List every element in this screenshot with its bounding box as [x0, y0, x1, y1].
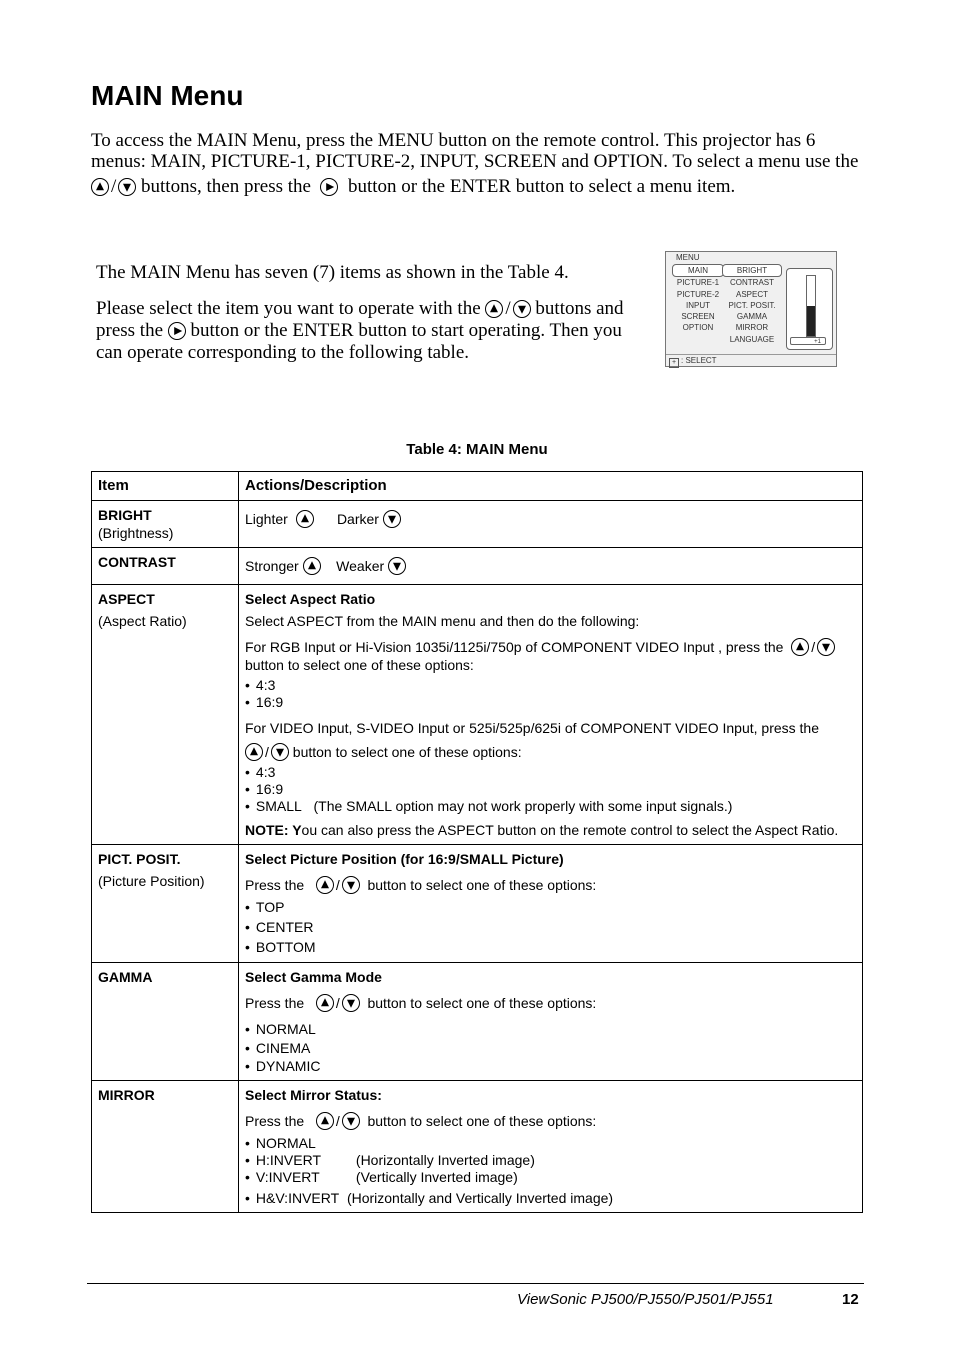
- osd-footer: [666, 354, 836, 366]
- intro-buttons-text: buttons, then press the: [141, 176, 311, 197]
- gamma-heading: Select Gamma Mode: [245, 969, 382, 985]
- list-item: [245, 1169, 856, 1186]
- osd-menu-item: MAIN: [672, 264, 724, 277]
- table-header-actions: Actions/Description: [239, 472, 863, 501]
- table-row: [92, 1081, 863, 1213]
- intro-paragraph: To access the MAIN Menu, press the MENU button on the remote control. This projector has 6 menus: MAIN, PICTURE-1, PICTURE-2, INPUT, SCREEN and OPTION. To select a menu use the / buttons, then press the button or the ENTER button to select a menu item.: [91, 130, 859, 197]
- up-arrow-icon: [316, 876, 334, 894]
- description-block: The MAIN Menu has seven (7) items as shown in the Table 4. Please select the item you want to operate with the / buttons and press the button or the ENTER button to start operating. Then you can operate corresponding to the following table.: [96, 262, 646, 378]
- osd-menu-item: PICTURE-2: [676, 289, 720, 299]
- aspect-video-text: For VIDEO Input, S-VIDEO Input or 525i/525p/625i of COMPONENT VIDEO Input, press the: [245, 720, 819, 736]
- item-cell: [92, 963, 239, 1081]
- description-para-1: The MAIN Menu has seven (7) items as shown in the Table 4.: [96, 262, 569, 283]
- down-arrow-icon: [388, 557, 406, 575]
- down-arrow-icon: [342, 876, 360, 894]
- osd-item: CONTRAST: [730, 278, 774, 288]
- table-header-row: [92, 472, 863, 501]
- intro-tail-text: button or the ENTER button to select a menu item.: [347, 176, 736, 197]
- actions-cell: Select Mirror Status: Press the / button to select one of these options: • NORMAL • H:INVERT (Horizontally Inverted image) • V:INVERT (Vertically Inverted image) • H&V:INVERT (Horizontally and Vertically Inverted image): [239, 1081, 863, 1213]
- up-arrow-icon: [245, 743, 263, 761]
- down-arrow-icon: [118, 178, 136, 196]
- list-item: [245, 1190, 856, 1207]
- osd-gauge-value: +1: [790, 337, 826, 345]
- item-name: MIRROR: [98, 1087, 155, 1103]
- mirror-heading: Select Mirror Status:: [245, 1087, 382, 1103]
- item-name: CONTRAST: [98, 554, 176, 570]
- list-item: • 16:9: [245, 781, 856, 798]
- mirror-desc: (Vertically Inverted image): [355, 1169, 518, 1185]
- mirror-options: [245, 1135, 856, 1207]
- item-name: ASPECT: [98, 591, 155, 607]
- item-cell: [92, 548, 239, 585]
- list-item: • 4:3: [245, 764, 856, 781]
- osd-menu-item: INPUT: [686, 300, 710, 310]
- actions-cell: [239, 501, 863, 548]
- osd-item: LANGUAGE: [729, 334, 775, 344]
- down-arrow-icon: [383, 510, 401, 528]
- osd-header: MENU: [676, 253, 700, 262]
- small-option: SMALL: [255, 798, 302, 814]
- pict-options: [245, 897, 856, 957]
- osd-item: MIRROR: [735, 323, 769, 333]
- up-arrow-icon: [316, 994, 334, 1012]
- item-name: BRIGHT: [98, 507, 152, 523]
- main-menu-table: [91, 471, 863, 1213]
- table-row: [92, 585, 863, 845]
- list-item: • 4:3: [245, 677, 856, 694]
- osd-item: ASPECT: [735, 289, 768, 299]
- item-sub: (Aspect Ratio): [98, 613, 187, 629]
- aspect-line1: Select ASPECT from the MAIN menu and then do the following:: [245, 613, 640, 629]
- description-para-2c: button or the ENTER button to start operating. Then you can operate corresponding to the following table.: [96, 320, 622, 363]
- intro-text: To access the MAIN Menu, press the MENU button on the remote control. This projector has 6 menus: MAIN, PICTURE-1, PICTURE-2, INPUT, SCREEN and OPTION. To select a menu use the: [91, 130, 859, 172]
- up-arrow-icon: [485, 300, 503, 318]
- table-row: [92, 548, 863, 585]
- footer-divider: [87, 1283, 864, 1284]
- list-item: • DYNAMIC: [245, 1058, 856, 1075]
- mirror-desc: (Horizontally and Vertically Inverted image): [346, 1190, 614, 1206]
- actions-cell: Select Picture Position (for 16:9/SMALL Picture) Press the / button to select one of these options: • TOP • CENTER • BOTTOM: [239, 845, 863, 963]
- mirror-label: H:INVERT: [255, 1152, 321, 1168]
- weaker-label: Weaker: [336, 558, 385, 574]
- press-text: Press the: [245, 1113, 305, 1129]
- aspect-rgb-options: [245, 677, 856, 711]
- note-label: NOTE: Y: [245, 822, 302, 838]
- press-tail: button to select one of these options:: [367, 877, 597, 893]
- small-desc: (The SMALL option may not work properly with some input signals.): [313, 798, 733, 814]
- footer-model: ViewSonic PJ500/PJ550/PJ501/PJ551: [517, 1291, 774, 1308]
- up-arrow-icon: [316, 1112, 334, 1130]
- item-cell: [92, 501, 239, 548]
- down-arrow-icon: [271, 743, 289, 761]
- table-header-item: Item: [92, 472, 239, 501]
- stronger-label: Stronger: [245, 558, 299, 574]
- mirror-label: H&V:INVERT: [255, 1190, 340, 1206]
- table-caption: Table 4: MAIN Menu: [406, 441, 548, 458]
- osd-item: GAMMA: [736, 312, 768, 322]
- osd-item: BRIGHT: [722, 264, 782, 277]
- aspect-rgb-tail: button to select one of these options:: [245, 657, 474, 673]
- table-row: [92, 501, 863, 548]
- list-item: • 16:9: [245, 694, 856, 711]
- darker-label: Darker: [336, 511, 379, 527]
- up-arrow-icon: [303, 557, 321, 575]
- item-cell: [92, 585, 239, 845]
- down-arrow-icon: [342, 1112, 360, 1130]
- osd-menu-item: SCREEN: [681, 312, 715, 322]
- osd-menu-item: OPTION: [682, 323, 714, 333]
- note-text: ou can also press the ASPECT button on the remote control to select the Aspect Ratio.: [301, 822, 839, 838]
- list-item: • BOTTOM: [245, 937, 856, 957]
- lighter-label: Lighter: [245, 511, 288, 527]
- actions-cell: [239, 548, 863, 585]
- list-item: • CENTER: [245, 917, 856, 937]
- list-item: • NORMAL: [245, 1020, 856, 1039]
- page-title: MAIN Menu: [91, 80, 244, 111]
- aspect-heading: Select Aspect Ratio: [245, 591, 376, 607]
- up-arrow-icon: [296, 510, 314, 528]
- osd-item-list: [722, 264, 782, 345]
- page-number: 12: [842, 1291, 859, 1308]
- osd-menu-item: PICTURE-1: [676, 278, 720, 288]
- press-text: Press the: [245, 995, 305, 1011]
- description-para-2a: Please select the item you want to operate with the: [96, 298, 481, 319]
- press-tail: button to select one of these options:: [367, 1113, 597, 1129]
- right-arrow-icon: [168, 322, 186, 340]
- press-tail: button to select one of these options:: [367, 995, 597, 1011]
- pict-heading: Select Picture Position (for 16:9/SMALL Picture): [245, 851, 564, 867]
- up-arrow-icon: [791, 638, 809, 656]
- down-arrow-icon: [342, 994, 360, 1012]
- list-item: • TOP: [245, 897, 856, 917]
- osd-adjust-panel: [786, 268, 833, 350]
- dpad-icon: +: [669, 358, 679, 368]
- up-arrow-icon: [91, 178, 109, 196]
- item-name: PICT. POSIT.: [98, 851, 181, 867]
- list-item: [245, 1152, 856, 1169]
- description-para-2b: buttons and press the: [96, 298, 624, 341]
- item-name: GAMMA: [98, 969, 153, 985]
- right-arrow-icon: [320, 178, 338, 196]
- mirror-label: NORMAL: [255, 1135, 316, 1151]
- table-row: [92, 845, 863, 963]
- down-arrow-icon: [513, 300, 531, 318]
- aspect-video-options: [245, 764, 856, 815]
- osd-footer-text: : SELECT: [681, 356, 717, 365]
- item-cell: [92, 1081, 239, 1213]
- aspect-rgb-text: For RGB Input or Hi-Vision 1035i/1125i/750p of COMPONENT VIDEO Input , press the: [245, 639, 784, 655]
- osd-gauge-fill: [807, 306, 815, 336]
- down-arrow-icon: [817, 638, 835, 656]
- item-sub: (Picture Position): [98, 873, 205, 889]
- mirror-label: V:INVERT: [255, 1169, 320, 1185]
- item-sub: (Brightness): [98, 525, 174, 541]
- osd-gauge: [806, 275, 816, 337]
- press-text: Press the: [245, 877, 305, 893]
- item-cell: [92, 845, 239, 963]
- actions-cell: Select Aspect Ratio Select ASPECT from the MAIN menu and then do the following: For RGB Input or Hi-Vision 1035i/1125i/750p of COMPONENT VIDEO Input , press the / button to select one of these options: • 4:3 • 16:9 For VIDEO Input, S-VIDEO Input or 525i/525p/625i of COMPONENT VIDEO Input, press the / button to select one of these options: • 4:3 • 16:9 • SMALL (The SMALL option may not work properly with some input signals.) NOTE: You can also press the ASPECT button on the remote control to select the Aspect Ratio.: [239, 585, 863, 845]
- list-item: • CINEMA: [245, 1039, 856, 1058]
- osd-menu-list: [672, 264, 724, 334]
- aspect-video-tail: button to select one of these options:: [292, 744, 522, 760]
- osd-menu-screenshot: [665, 251, 837, 367]
- gamma-options: [245, 1020, 856, 1075]
- list-item: [245, 798, 856, 815]
- osd-item: PICT. POSIT.: [728, 300, 776, 310]
- table-row: [92, 963, 863, 1081]
- list-item: [245, 1135, 856, 1152]
- actions-cell: Select Gamma Mode Press the / button to select one of these options: • NORMAL • CINEMA • DYNAMIC: [239, 963, 863, 1081]
- mirror-desc: (Horizontally Inverted image): [355, 1152, 535, 1168]
